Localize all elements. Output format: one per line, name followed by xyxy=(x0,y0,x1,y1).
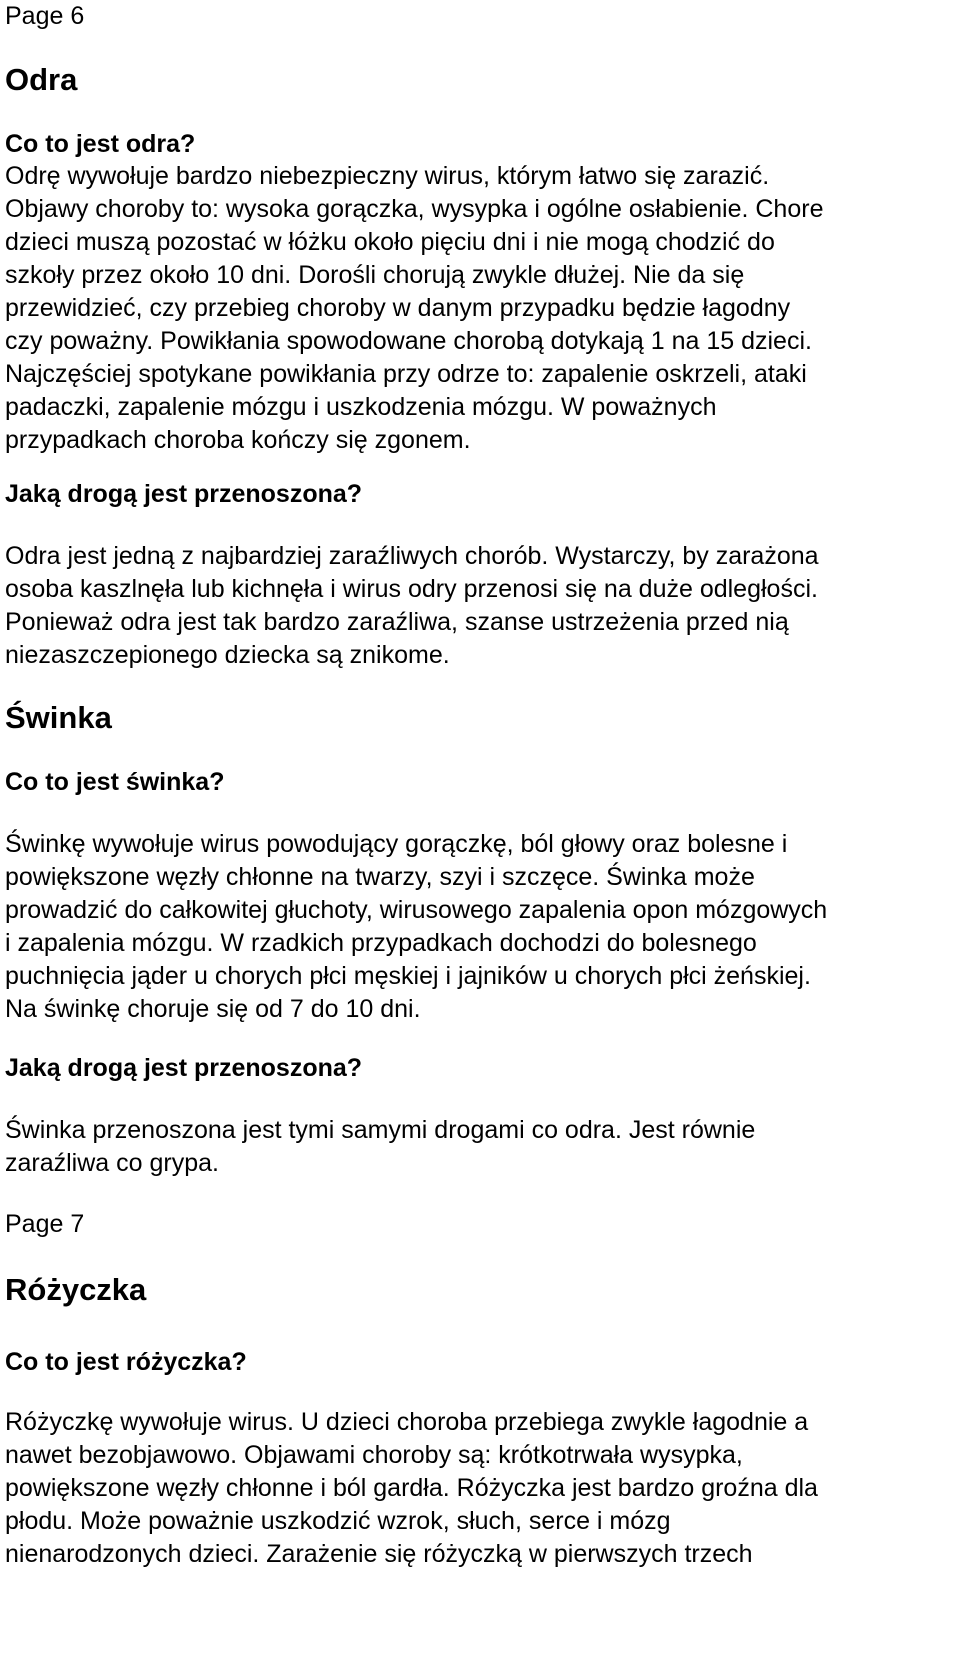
heading-what-is-rubella: Co to jest różyczka? xyxy=(5,1348,247,1376)
paragraph-measles-transmission: Odra jest jedną z najbardziej zaraźliwych chorób. Wystarczy, by zarażona osoba kaszlnęła lub kichnęła i wirus odry przenosi się na duże odległości. Ponieważ odra jest tak bardzo zaraźliwa, szanse ustrzeżenia przed nią niezaszczepionego dziecka są znikome. xyxy=(5,542,819,669)
page-number-label: Page 7 xyxy=(5,1210,85,1238)
heading-what-is-measles: Co to jest odra? xyxy=(5,130,196,158)
paragraph-mumps-transmission: Świnka przenoszona jest tymi samymi drogami co odra. Jest równie zaraźliwa co grypa. xyxy=(5,1116,756,1177)
section-title-swinka: Świnka xyxy=(5,700,112,735)
heading-what-is-mumps: Co to jest świnka? xyxy=(5,768,225,796)
paragraph-mumps-description: Świnkę wywołuje wirus powodujący gorączkę, ból głowy oraz bolesne i powiększone węzły chłonne na twarzy, szyi i szczęce. Świnka może prowadzić do całkowitej głuchoty, wirusowego zapalenia opon mózgowych i zapalenia mózgu. W rzadkich przypadkach dochodzi do bolesnego puchnięcia jąder u chorych płci męskiej i jajników u chorych płci żeńskiej. Na świnkę choruje się od 7 do 10 dni. xyxy=(5,830,828,1023)
heading-mumps-transmission: Jaką drogą jest przenoszona? xyxy=(5,1054,363,1082)
paragraph-measles-description: Odrę wywołuje bardzo niebezpieczny wirus, którym łatwo się zarazić. Objawy choroby to: wysoka gorączka, wysypka i ogólne osłabienie. Chore dzieci muszą pozostać w łóżku około pięciu dni i nie mogą chodzić do szkoły przez około 10 dni. Dorośli chorują zwykle dłużej. Nie da się przewidzieć, czy przebieg choroby w danym przypadku będzie łagodny czy poważny. Powikłania spowodowane chorobą dotykają 1 na 15 dzieci. Najczęściej spotykane powikłania przy odrze to: zapalenie oskrzeli, ataki padaczki, zapalenie mózgu i uszkodzenia mózgu. W poważnych przypadkach choroba kończy się zgonem. xyxy=(5,162,824,454)
section-title-rozyczka: Różyczka xyxy=(5,1272,147,1307)
page-number-label: Page 6 xyxy=(5,2,85,30)
section-title-odra: Odra xyxy=(5,62,78,97)
heading-measles-transmission: Jaką drogą jest przenoszona? xyxy=(5,480,363,508)
paragraph-rubella-description: Różyczkę wywołuje wirus. U dzieci choroba przebiega zwykle łagodnie a nawet bezobjawowo. Objawami choroby są: krótkotrwała wysypka, powiększone węzły chłonne i ból gardła. Różyczka jest bardzo groźna dla płodu. Może poważnie uszkodzić wzrok, słuch, serce i mózg nienarodzonych dzieci. Zarażenie się różyczką w pierwszych trzech xyxy=(5,1408,818,1568)
